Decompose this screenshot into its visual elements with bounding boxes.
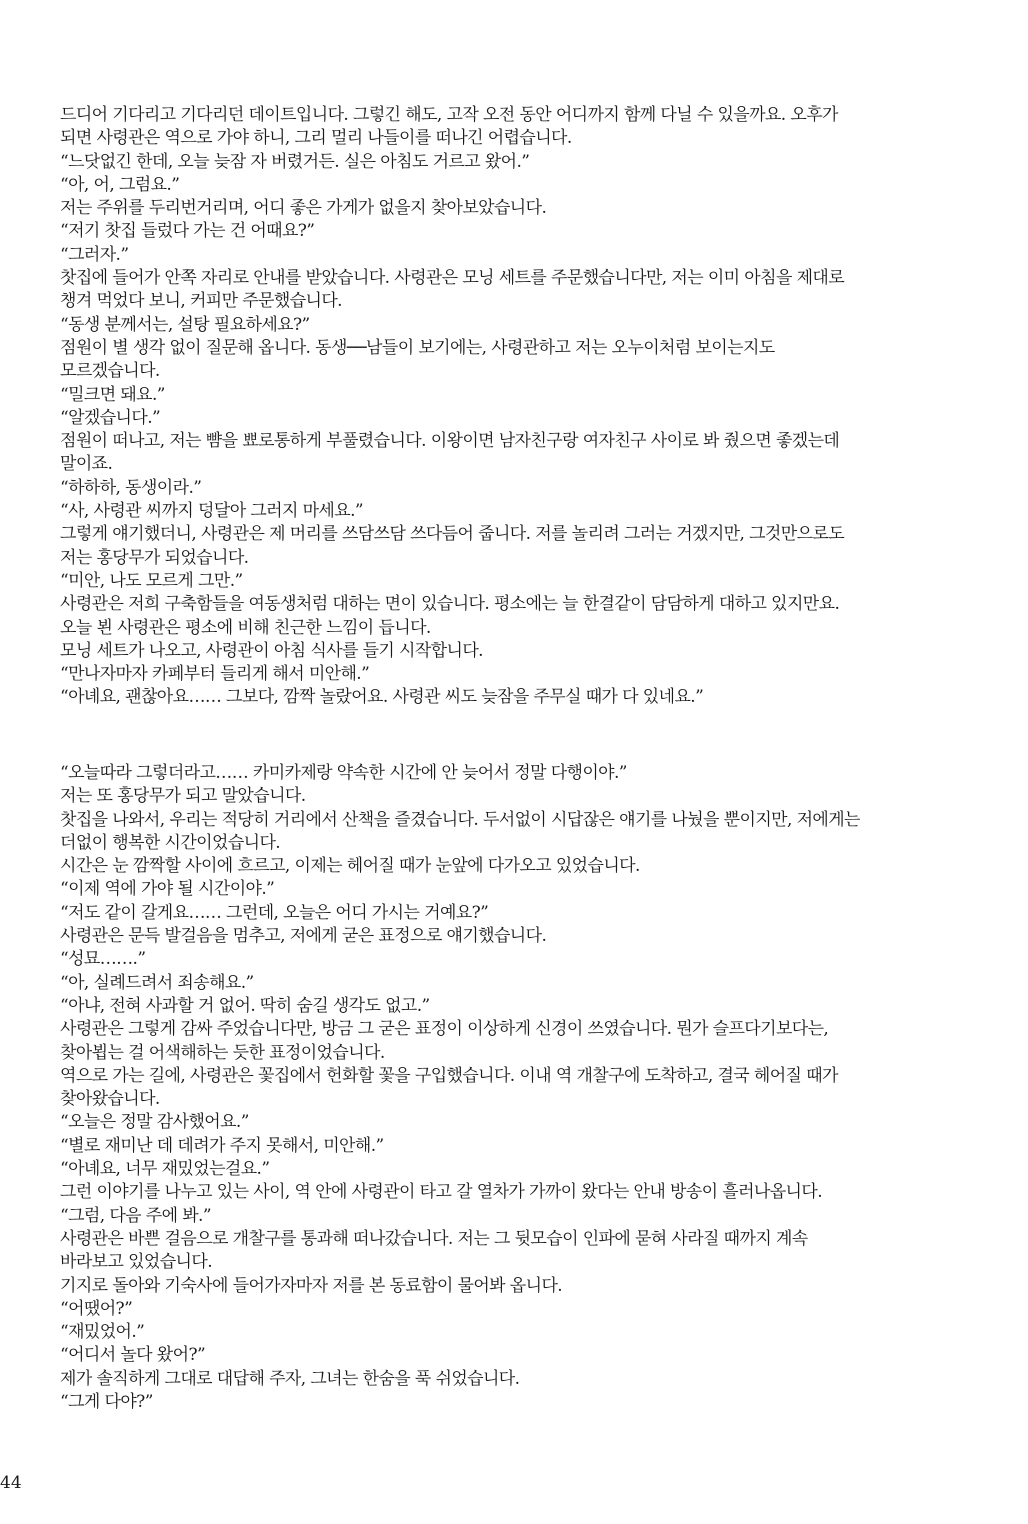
text-line: “알겠습니다.”: [60, 407, 161, 428]
text-line: 오늘 뵌 사령관은 평소에 비해 친근한 느낌이 듭니다.: [60, 617, 431, 638]
text-line: “오늘따라 그렇더라고…… 카미카제랑 약속한 시간에 안 늦어서 정말 다행이야.”: [60, 763, 627, 783]
text-line: “아냐, 전혀 사과할 거 없어. 딱히 숨길 생각도 없고.”: [60, 995, 430, 1016]
text-line: 사령관은 문득 발걸음을 멈추고, 저에게 굳은 표정으로 얘기했습니다.: [60, 926, 547, 947]
text-line: 찾아왔습니다.: [60, 1089, 160, 1110]
text-line: 사령관은 바쁜 걸음으로 개찰구를 통과해 떠나갔습니다. 저는 그 뒷모습이 인파에 묻혀 사라질 때까지 계속: [60, 1228, 808, 1249]
text-section-2: [60, 762, 1008, 1414]
text-line: 점원이 별 생각 없이 질문해 옵니다. 동생──남들이 보기에는, 사령관하고 저는 오누이처럼 보이는지도: [60, 337, 775, 358]
text-line: 시간은 눈 깜짝할 사이에 흐르고, 이제는 헤어질 때가 눈앞에 다가오고 있었습니다.: [60, 856, 640, 877]
text-line: “느닷없긴 한데, 오늘 늦잠 자 버렸거든. 실은 아침도 거르고 왔어.”: [60, 151, 530, 172]
text-line: 모르겠습니다.: [60, 361, 160, 382]
text-line: “별로 재미난 데 데려가 주지 못해서, 미안해.”: [60, 1135, 384, 1156]
text-line: 드디어 기다리고 기다리던 데이트입니다. 그렇긴 해도, 고작 오전 동안 어디까지 함께 다닐 수 있을까요. 오후가: [60, 105, 838, 125]
text-line: 저는 홍당무가 되었습니다.: [60, 547, 249, 568]
text-line: “어땠어?”: [60, 1298, 133, 1319]
text-line: “저기 찻집 들렀다 가는 건 어때요?”: [60, 221, 315, 242]
text-line: 모닝 세트가 나오고, 사령관이 아침 식사를 들기 시작합니다.: [60, 640, 483, 661]
text-line: “그럼, 다음 주에 봐.”: [60, 1205, 211, 1226]
text-line: “아, 실례드려서 죄송해요.”: [60, 972, 254, 993]
text-line: 말이죠.: [60, 454, 113, 475]
text-line: 찻집을 나와서, 우리는 적당히 거리에서 산책을 즐겼습니다. 두서없이 시답잖은 얘기를 나눴을 뿐이지만, 저에게는: [60, 809, 860, 830]
text-line: 제가 솔직하게 그대로 대답해 주자, 그녀는 한숨을 푹 쉬었습니다.: [60, 1368, 520, 1389]
text-line: 저는 또 홍당무가 되고 말았습니다.: [60, 786, 306, 807]
text-line: 사령관은 저희 구축함들을 여동생처럼 대하는 면이 있습니다. 평소에는 늘 한결같이 담담하게 대하고 있지만요.: [60, 594, 840, 615]
text-line: 기지로 돌아와 기숙사에 들어가자마자 저를 본 동료함이 물어봐 옵니다.: [60, 1275, 563, 1296]
text-line: 더없이 행복한 시간이었습니다.: [60, 832, 281, 853]
text-line: 챙겨 먹었다 보니, 커피만 주문했습니다.: [60, 291, 342, 312]
text-line: 저는 주위를 두리번거리며, 어디 좋은 가게가 없을지 찾아보았습니다.: [60, 198, 547, 219]
text-line: “밀크면 돼요.”: [60, 384, 165, 405]
text-line: “아, 어, 그럼요.”: [60, 174, 180, 195]
text-line: “미안, 나도 모르게 그만.”: [60, 570, 243, 591]
text-line: “재밌었어.”: [60, 1322, 145, 1343]
text-line: 되면 사령관은 역으로 가야 하니, 그리 멀리 나들이를 떠나긴 어렵습니다.: [60, 128, 572, 149]
text-line: “동생 분께서는, 설탕 필요하세요?”: [60, 314, 310, 335]
text-line: “아녜요, 괜찮아요…… 그보다, 깜짝 놀랐어요. 사령관 씨도 늦잠을 주무실 때가 다 있네요.”: [60, 687, 704, 708]
text-line: 그런 이야기를 나누고 있는 사이, 역 안에 사령관이 타고 갈 열차가 가까이 왔다는 안내 방송이 흘러나옵니다.: [60, 1182, 823, 1203]
text-line: “성묘…….”: [60, 949, 146, 970]
text-line: “이제 역에 가야 될 시간이야.”: [60, 879, 275, 900]
text-line: 점원이 떠나고, 저는 뺨을 뾰로통하게 부풀렸습니다. 이왕이면 남자친구랑 여자친구 사이로 봐 줬으면 좋겠는데: [60, 431, 840, 452]
text-line: 역으로 가는 길에, 사령관은 꽃집에서 헌화할 꽃을 구입했습니다. 이내 역 개찰구에 도착하고, 결국 헤어질 때가: [60, 1065, 838, 1086]
text-line: “그러자.”: [60, 244, 129, 265]
page-number: 44: [0, 1473, 22, 1493]
text-line: 찻집에 들어가 안쪽 자리로 안내를 받았습니다. 사령관은 모닝 세트를 주문했습니다만, 저는 이미 아침을 제대로: [60, 268, 845, 289]
text-line: “만나자마자 카페부터 들리게 해서 미안해.”: [60, 664, 370, 685]
text-line: “오늘은 정말 감사했어요.”: [60, 1112, 249, 1133]
text-line: 그렇게 얘기했더니, 사령관은 제 머리를 쓰담쓰담 쓰다듬어 줍니다. 저를 놀리려 그러는 거겠지만, 그것만으로도: [60, 524, 845, 545]
text-line: “사, 사령관 씨까지 덩달아 그러지 마세요.”: [60, 501, 363, 522]
text-line: “어디서 놀다 왔어?”: [60, 1345, 206, 1366]
text-line: 바라보고 있었습니다.: [60, 1252, 213, 1273]
text-line: “그게 다야?”: [60, 1392, 153, 1413]
text-line: “아녜요, 너무 재밌었는걸요.”: [60, 1159, 270, 1180]
text-line: 찾아뵙는 걸 어색해하는 듯한 표정이었습니다.: [60, 1042, 385, 1063]
text-line: “하하하, 동생이라.”: [60, 477, 202, 498]
text-line: 사령관은 그렇게 감싸 주었습니다만, 방금 그 굳은 표정이 이상하게 신경이 쓰였습니다. 뭔가 슬프다기보다는,: [60, 1019, 829, 1040]
text-line: “저도 같이 갈게요…… 그런데, 오늘은 어디 가시는 거예요?”: [60, 902, 489, 923]
text-section-1: [60, 104, 1008, 710]
